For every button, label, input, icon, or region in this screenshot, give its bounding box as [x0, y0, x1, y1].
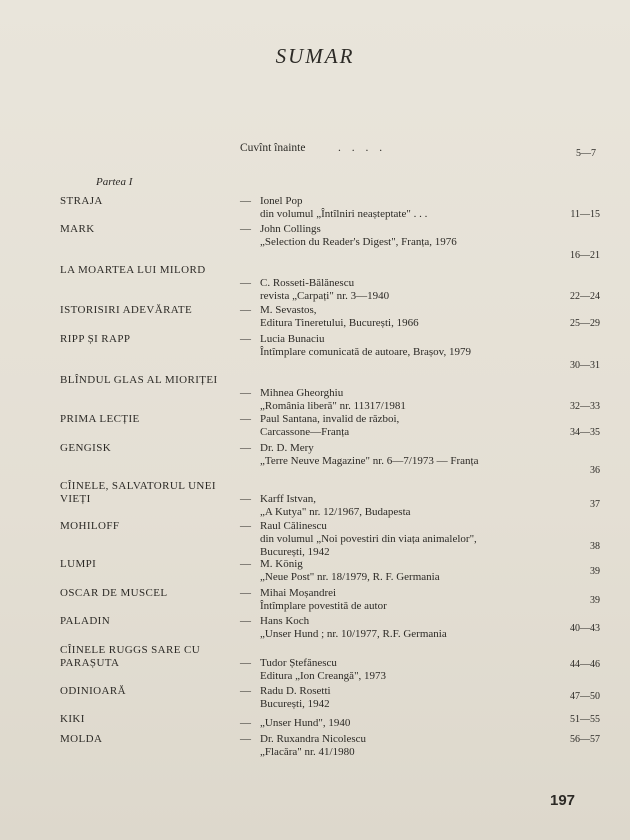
- entry-dash: —: [240, 223, 251, 235]
- entry-author: Ionel Pop: [260, 195, 303, 207]
- entry-title: PALADIN: [60, 615, 111, 627]
- entry-source: „România liberă" nr. 11317/1981: [260, 400, 406, 412]
- entry-source: „Flacăra" nr. 41/1980: [260, 746, 355, 758]
- entry-dash: —: [240, 304, 251, 316]
- toc-entry: [60, 442, 600, 482]
- entry-title: ODINIOARĂ: [60, 685, 126, 697]
- entry-source: Întîmplare povestită de autor: [260, 600, 387, 612]
- entry-title: LA MOARTEA LUI MILORD: [60, 264, 206, 276]
- entry-title: OSCAR DE MUSCEL: [60, 587, 168, 599]
- entry-source: Editura „Ion Creangă", 1973: [260, 670, 387, 682]
- toc-entry: [60, 223, 600, 263]
- entry-pages: 30—31: [570, 360, 600, 371]
- entry-source: Editura Tineretului, București, 1966: [260, 317, 419, 329]
- entry-dash: —: [240, 717, 251, 729]
- entry-pages: 36: [590, 465, 600, 476]
- entry-source: din volumul „Noi povestiri din viața animalelor", București, 1942: [260, 533, 477, 558]
- entry-author: Paul Santana, invalid de război,: [260, 413, 400, 425]
- intro-dots: . . . .: [338, 142, 387, 154]
- entry-pages: 47—50: [570, 691, 600, 702]
- entry-author: M. König: [260, 558, 303, 570]
- entry-author: „Unser Hund", 1940: [260, 717, 351, 729]
- toc-entry: [60, 644, 600, 684]
- entry-title: KIKI: [60, 713, 85, 725]
- entry-author: Radu D. Rosetti: [260, 685, 331, 697]
- toc-entry: [60, 374, 600, 414]
- entry-source: București, 1942: [260, 698, 330, 710]
- toc-entry: [60, 333, 600, 373]
- entry-title: GENGISK: [60, 442, 112, 454]
- entry-source: din volumul „Întîlniri neașteptate" . . .: [260, 208, 428, 220]
- entry-author: Mihnea Gheorghiu: [260, 387, 344, 399]
- entry-pages: 39: [590, 595, 600, 606]
- entry-author: Dr. D. Mery: [260, 442, 314, 454]
- entry-dash: —: [240, 333, 251, 345]
- entry-author: Dr. Ruxandra Nicolescu: [260, 733, 366, 745]
- entry-pages: 22—24: [570, 291, 600, 302]
- entry-pages: 16—21: [570, 250, 600, 261]
- part-heading: Partea I: [96, 176, 133, 188]
- page-title: SUMAR: [275, 44, 355, 68]
- entry-author: Tudor Ștefănescu: [260, 657, 337, 669]
- entry-author: M. Sevastos,: [260, 304, 317, 316]
- entry-author: Raul Călinescu: [260, 520, 327, 532]
- entry-source: „Neue Post" nr. 18/1979, R. F. Germania: [260, 571, 440, 583]
- entry-dash: —: [240, 442, 251, 454]
- entry-source: Carcassone—Franța: [260, 426, 350, 438]
- entry-pages: 32—33: [570, 401, 600, 412]
- entry-dash: —: [240, 558, 251, 570]
- toc-entry: [60, 520, 600, 560]
- entry-source: „Selection du Reader's Digest", Franța, 1976: [260, 236, 457, 248]
- entry-dash: —: [240, 657, 251, 669]
- entry-title: MOLDA: [60, 733, 103, 745]
- entry-pages: 44—46: [570, 659, 600, 670]
- entry-source: Întîmplare comunicată de autoare, Brașov, 1979: [260, 346, 471, 358]
- entry-dash: —: [240, 733, 251, 745]
- entry-pages: 34—35: [570, 427, 600, 438]
- entry-pages: 51—55: [570, 714, 600, 725]
- entry-pages: 37: [590, 499, 600, 510]
- entry-title: BLÎNDUL GLAS AL MIORIȚEI: [60, 374, 218, 386]
- page-number: 197: [550, 792, 576, 809]
- intro-pages: 5—7: [576, 148, 596, 159]
- entry-dash: —: [240, 277, 251, 289]
- entry-author: Mihai Moșandrei: [260, 587, 337, 599]
- entry-title: PRIMA LECȚIE: [60, 413, 140, 425]
- entry-title: STRAJA: [60, 195, 103, 207]
- entry-dash: —: [240, 685, 251, 697]
- toc-entry: [60, 480, 600, 520]
- entry-pages: 38: [590, 541, 600, 552]
- entry-pages: 25—29: [570, 318, 600, 329]
- entry-author: Hans Koch: [260, 615, 310, 627]
- entry-title: CÎINELE, SALVATORUL UNEI VIEȚI: [60, 480, 216, 505]
- entry-source: „Terre Neuve Magazine" nr. 6—7/1973 — Franța: [260, 455, 479, 467]
- entry-dash: —: [240, 615, 251, 627]
- entry-dash: —: [240, 195, 251, 207]
- entry-title: MARK: [60, 223, 95, 235]
- entry-pages: 56—57: [570, 734, 600, 745]
- toc-entry: [60, 733, 600, 773]
- intro-label: Cuvînt înainte: [240, 142, 306, 154]
- entry-dash: —: [240, 413, 251, 425]
- entry-title: MOHILOFF: [60, 520, 120, 532]
- entry-source: „Unser Hund ; nr. 10/1977, R.F. Germania: [260, 628, 447, 640]
- entry-dash: —: [240, 387, 251, 399]
- entry-source: „A Kutya" nr. 12/1967, Budapesta: [260, 506, 411, 518]
- entry-dash: —: [240, 587, 251, 599]
- entry-author: Karff Istvan,: [260, 493, 316, 505]
- entry-title: RIPP ȘI RAPP: [60, 333, 131, 345]
- entry-title: CÎINELE RUGGS SARE CU PARAȘUTA: [60, 644, 201, 669]
- entry-author: C. Rosseti-Bălănescu: [260, 277, 355, 289]
- toc-entry: [60, 264, 600, 304]
- entry-dash: —: [240, 520, 251, 532]
- entry-author: John Collings: [260, 223, 321, 235]
- entry-title: LUMPI: [60, 558, 97, 570]
- entry-pages: 11—15: [570, 209, 600, 220]
- entry-pages: 39: [590, 566, 600, 577]
- entry-author: Lucia Bunaciu: [260, 333, 325, 345]
- entry-pages: 40—43: [570, 623, 600, 634]
- entry-title: ISTORISIRI ADEVĂRATE: [60, 304, 193, 316]
- entry-dash: —: [240, 493, 251, 505]
- entry-source: revista „Carpați" nr. 3—1940: [260, 290, 390, 302]
